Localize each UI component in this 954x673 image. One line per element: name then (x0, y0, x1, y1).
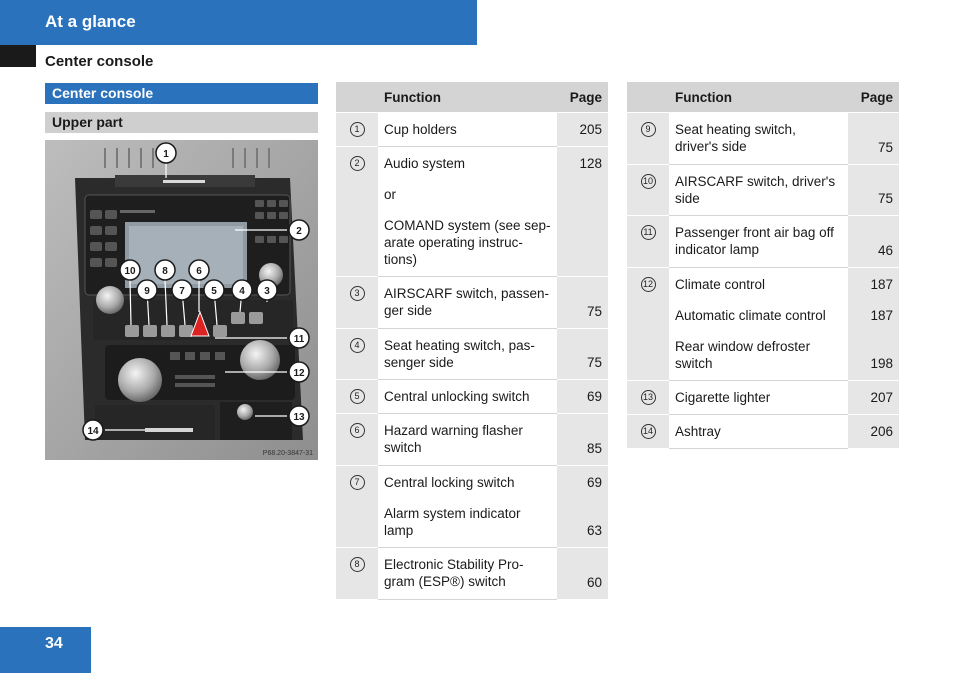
svg-text:14: 14 (87, 426, 99, 437)
function-text: Central unlocking switch (384, 389, 530, 404)
item-number (336, 328, 378, 380)
function-table-left (336, 82, 608, 600)
function-text: Audio system (384, 156, 466, 171)
page-number-box (0, 627, 91, 673)
page-cell (557, 465, 608, 548)
page-ref: 85 (586, 440, 602, 456)
item-number-badge: 4 (350, 338, 365, 353)
table-row (336, 380, 608, 414)
page-ref: 75 (586, 355, 602, 370)
callout-13 (289, 406, 309, 426)
callout-14 (83, 420, 103, 440)
item-number (336, 113, 378, 147)
function-text: Cup holders (384, 122, 457, 137)
table-row (627, 415, 899, 449)
function-cell (378, 380, 557, 414)
item-number (336, 465, 378, 548)
page-cell (848, 415, 899, 449)
item-number (627, 415, 669, 449)
function-text: COMAND system (see sep-arate operating instruc-tions) (384, 218, 551, 267)
page-cell (557, 414, 608, 466)
page-cell (848, 267, 899, 381)
item-number-badge: 2 (350, 156, 365, 171)
item-number-badge: 13 (641, 390, 656, 405)
page-ref: 60 (586, 574, 602, 590)
callout-2 (289, 220, 309, 240)
item-number-badge: 10 (641, 174, 656, 189)
item-number (336, 380, 378, 414)
svg-text:1: 1 (163, 149, 169, 160)
item-number-badge: 6 (350, 423, 365, 438)
function-cell (378, 548, 557, 600)
page-cell (557, 380, 608, 414)
function-cell (378, 465, 557, 548)
section-marker (0, 45, 36, 67)
svg-text:6: 6 (196, 266, 202, 277)
page-cell (557, 277, 608, 329)
function-text: or (384, 187, 397, 202)
callout-10 (120, 260, 140, 280)
page-ref: 206 (870, 424, 893, 439)
function-cell (669, 164, 848, 216)
function-cell (669, 267, 848, 381)
subsection-sublabel: Upper part (45, 112, 318, 133)
page-cell (848, 381, 899, 415)
table-row (336, 414, 608, 466)
svg-text:12: 12 (293, 368, 305, 379)
function-text: Alarm system indicator lamp (384, 505, 521, 538)
col-header-page: Page (557, 82, 608, 113)
item-number-badge: 7 (350, 475, 365, 490)
page-ref: 46 (877, 242, 893, 258)
function-text: Electronic Stability Pro-gram (ESP®) switch (384, 557, 524, 589)
svg-text:13: 13 (293, 412, 305, 423)
page-cell (557, 548, 608, 600)
callout-4 (232, 280, 252, 300)
item-number (627, 381, 669, 415)
function-text: AIRSCARF switch, driver's side (675, 173, 836, 206)
function-text: Cigarette lighter (675, 390, 771, 405)
function-text: Seat heating switch, driver's side (675, 122, 796, 154)
table-row (627, 381, 899, 415)
function-cell (669, 113, 848, 165)
photo-caption: P68.20-3847-31 (262, 450, 313, 457)
page-ref: 75 (586, 303, 602, 319)
page-ref: 75 (877, 191, 893, 206)
callout-3 (257, 280, 277, 300)
table-row (627, 267, 899, 381)
item-number (336, 277, 378, 329)
item-number-badge: 12 (641, 277, 656, 292)
item-number (627, 216, 669, 268)
svg-text:9: 9 (144, 286, 150, 297)
function-text: Central locking switch (384, 474, 515, 490)
center-console-photo (45, 140, 318, 460)
page-number: 34 (45, 635, 63, 652)
function-cell (669, 415, 848, 449)
page-cell (557, 113, 608, 147)
page-ref: 205 (579, 122, 602, 137)
page-cell (557, 328, 608, 380)
col-header-function: Function (669, 82, 848, 113)
table-row (336, 147, 608, 277)
page-cell (557, 147, 608, 277)
chapter-title: At a glance (45, 12, 136, 31)
section-title: Center console (45, 53, 154, 70)
callout-5 (204, 280, 224, 300)
page-ref: 63 (586, 523, 602, 538)
table-row (336, 465, 608, 548)
function-text: Ashtray (675, 424, 721, 439)
svg-text:8: 8 (162, 266, 168, 277)
page-cell (848, 113, 899, 165)
item-number-badge: 5 (350, 389, 365, 404)
function-cell (669, 216, 848, 268)
function-text: Rear window defroster switch (675, 338, 811, 371)
svg-text:7: 7 (179, 286, 185, 297)
item-number-badge: 3 (350, 286, 365, 301)
item-number (627, 164, 669, 216)
page-ref: 187 (870, 308, 893, 323)
item-number-badge: 1 (350, 122, 365, 137)
col-header-number (627, 82, 669, 113)
function-text: Climate control (675, 276, 766, 292)
subsection-label: Center console (45, 83, 318, 104)
page-ref: 69 (586, 389, 602, 404)
page-cell (848, 216, 899, 268)
page-cell (848, 164, 899, 216)
callout-7 (172, 280, 192, 300)
table-row (336, 328, 608, 380)
page-ref: 128 (579, 156, 602, 171)
function-text: Seat heating switch, pas-senger side (384, 337, 535, 370)
function-cell (378, 414, 557, 466)
callout-12 (289, 362, 309, 382)
col-header-number (336, 82, 378, 113)
function-text: AIRSCARF switch, passen-ger side (384, 286, 550, 318)
item-number-badge: 8 (350, 557, 365, 572)
svg-text:11: 11 (293, 334, 305, 345)
svg-text:2: 2 (296, 226, 302, 237)
table-row (336, 548, 608, 600)
item-number (336, 548, 378, 600)
col-header-page: Page (848, 82, 899, 113)
table-row (336, 277, 608, 329)
table-row (336, 113, 608, 147)
function-text: Hazard warning flasher switch (384, 423, 523, 455)
item-number (336, 147, 378, 277)
item-number-badge: 14 (641, 424, 656, 439)
callout-6 (189, 260, 209, 280)
table-row (627, 164, 899, 216)
page-ref: 187 (870, 277, 893, 292)
svg-text:3: 3 (264, 286, 270, 297)
chapter-header (0, 0, 477, 45)
callout-8 (155, 260, 175, 280)
callout-11 (289, 328, 309, 348)
function-cell (378, 277, 557, 329)
svg-text:5: 5 (211, 286, 217, 297)
svg-text:10: 10 (124, 266, 136, 277)
item-number-badge: 11 (641, 225, 656, 240)
function-cell (378, 113, 557, 147)
function-cell (669, 381, 848, 415)
item-number-badge: 9 (641, 122, 656, 137)
function-table-right (627, 82, 899, 449)
callout-9 (137, 280, 157, 300)
item-number (336, 414, 378, 466)
function-cell (378, 328, 557, 380)
table-row (627, 216, 899, 268)
page-ref: 198 (870, 356, 893, 371)
function-text: Passenger front air bag off indicator lamp (675, 225, 834, 257)
function-text: Automatic climate control (675, 307, 826, 323)
function-cell (378, 147, 557, 277)
item-number (627, 267, 669, 381)
page-ref: 207 (870, 390, 893, 405)
table-row (627, 113, 899, 165)
item-number (627, 113, 669, 165)
callout-1 (156, 143, 176, 163)
svg-text:4: 4 (239, 286, 245, 297)
page-ref: 75 (877, 139, 893, 155)
page-ref: 69 (586, 475, 602, 490)
col-header-function: Function (378, 82, 557, 113)
